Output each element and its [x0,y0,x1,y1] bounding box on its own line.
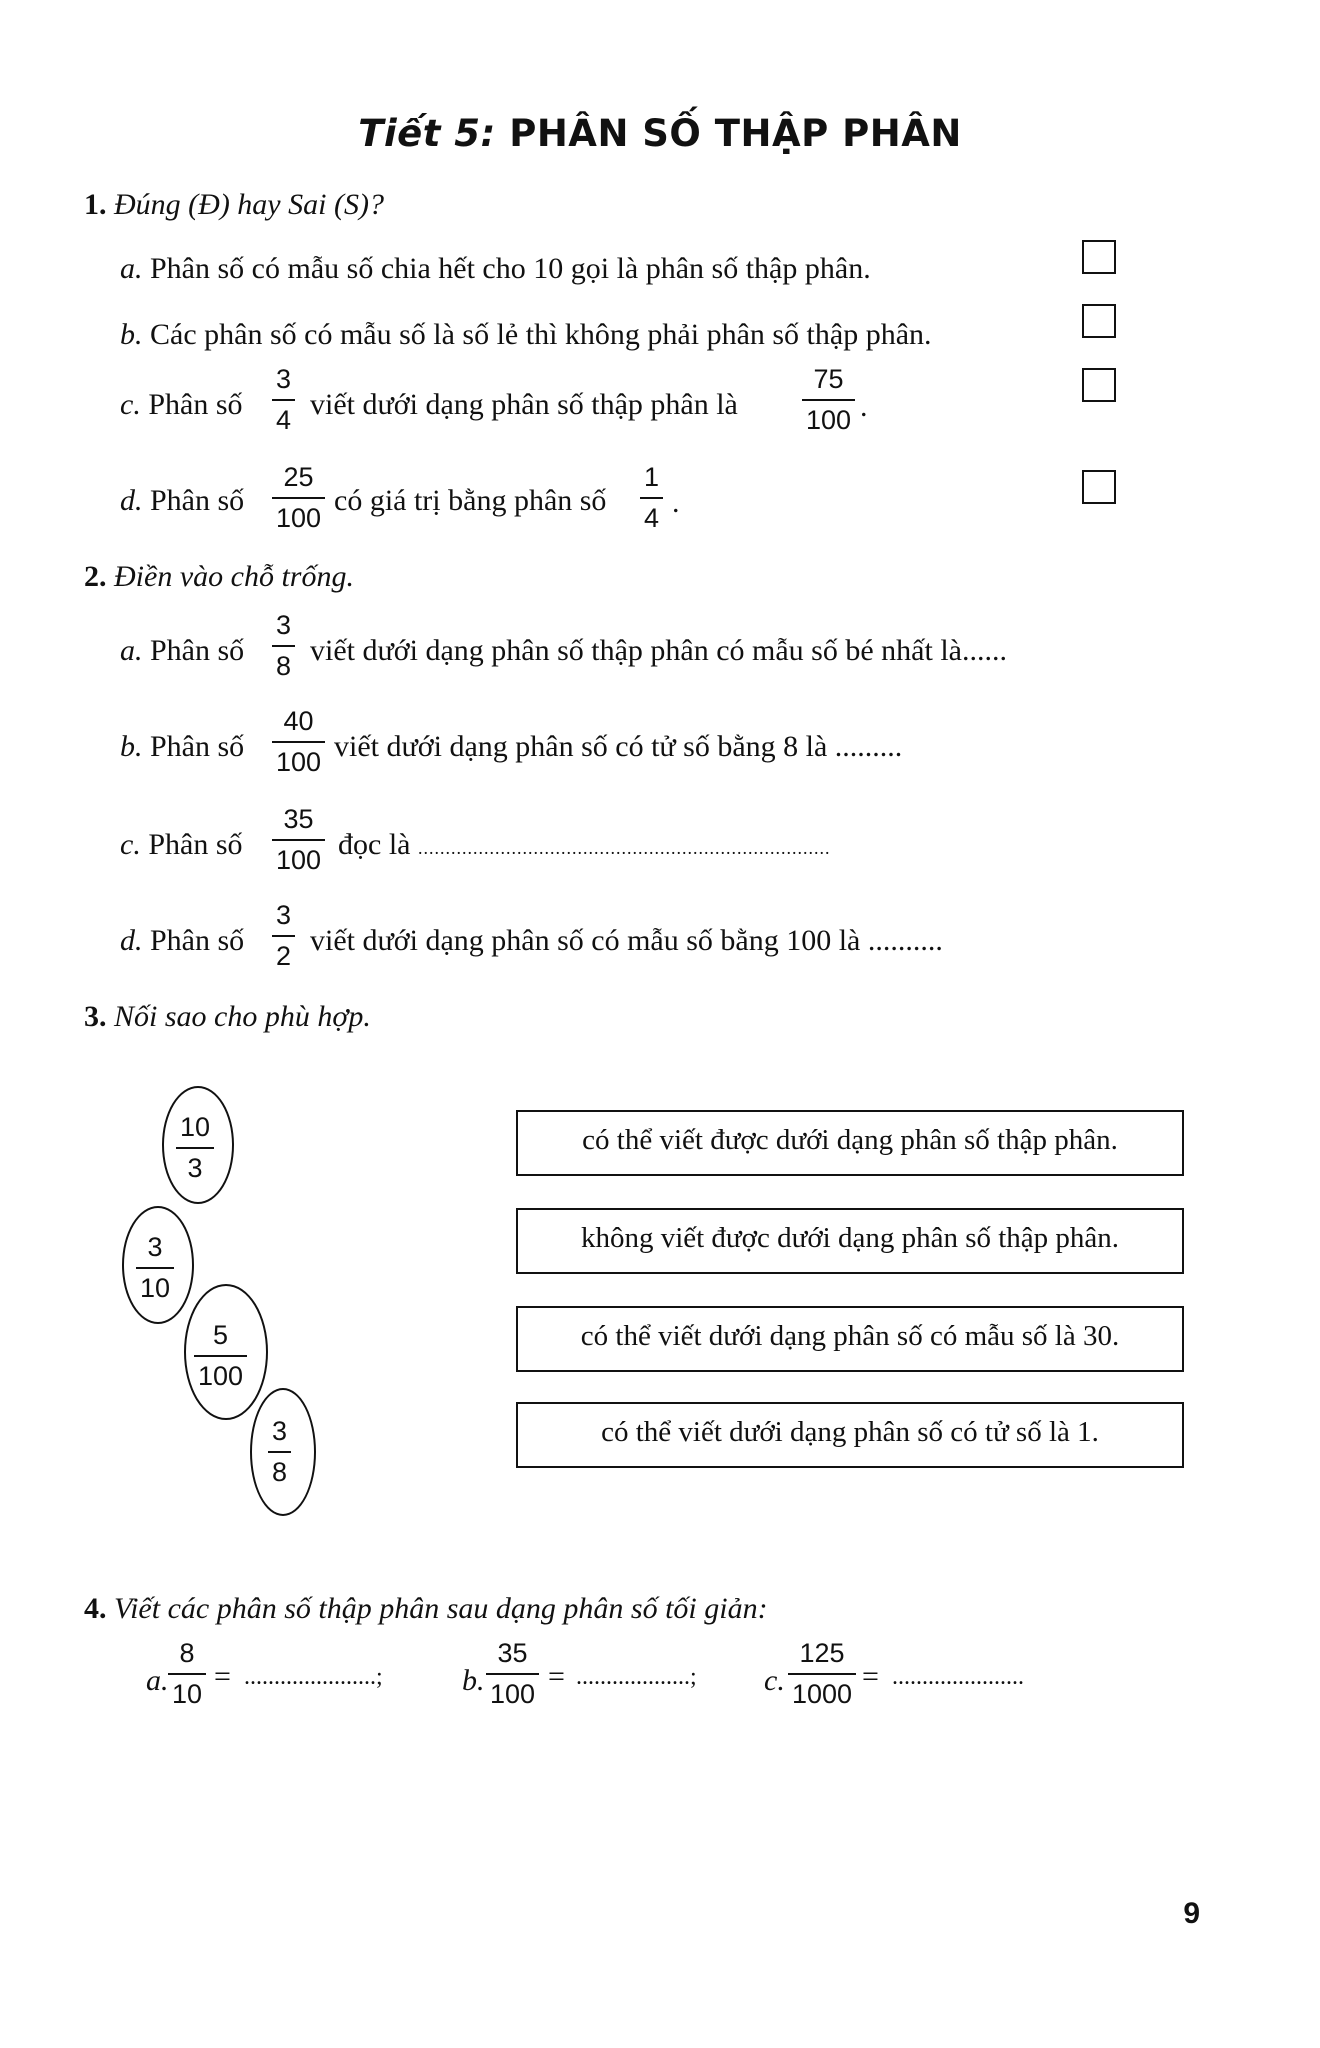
match-box-2[interactable]: không viết được dưới dạng phân số thập phân. [516,1208,1184,1274]
page-title: Tiết 5: PHÂN SỐ THẬP PHÂN [358,112,962,155]
fraction-35-100-b: 35 100 [486,1640,539,1708]
equals-sign: = [862,1660,879,1693]
fraction-25-100: 25 100 [272,464,325,532]
answer-box-b[interactable] [1082,304,1116,338]
ex2-item-b: b. Phân số [120,730,245,763]
fraction-8-10: 8 10 [168,1640,206,1708]
fraction-3-8: 3 8 [272,612,295,680]
match-box-1[interactable]: có thể viết được dưới dạng phân số thập phân. [516,1110,1184,1176]
answer-box-c[interactable] [1082,368,1116,402]
ex4-label-b: b. [462,1664,485,1697]
ex2-item-c-text[interactable]: đọc là ........................................................................... [338,828,831,861]
answer-blank-a[interactable]: ......................; [244,1664,383,1690]
fraction-3-10: 3 10 [136,1234,174,1302]
ex2-item-b-text[interactable]: viết dưới dạng phân số có tử số bằng 8 là ......... [334,730,903,763]
exercise-3-heading: 3. Nối sao cho phù hợp. [84,1000,371,1033]
page-number: 9 [1183,1897,1200,1930]
fraction-3-2: 3 2 [272,902,295,970]
ex4-label-c: c. [764,1664,785,1697]
answer-box-d[interactable] [1082,470,1116,504]
fraction-1-4: 1 4 [640,464,663,532]
period: . [672,486,680,519]
ex1-item-b: b. Các phân số có mẫu số là số lẻ thì không phải phân số thập phân. [120,318,932,351]
match-box-3[interactable]: có thể viết dưới dạng phân số có mẫu số là 30. [516,1306,1184,1372]
ex2-item-c: c. Phân số [120,828,243,861]
match-box-4[interactable]: có thể viết dưới dạng phân số có tử số là 1. [516,1402,1184,1468]
fraction-75-100: 75 100 [802,366,855,434]
ex1-item-c: c. Phân số [120,388,243,421]
exercise-1-heading: 1. Đúng (Đ) hay Sai (S)? [84,188,384,221]
fraction-125-1000: 125 1000 [788,1640,856,1708]
fraction-3-8-b: 3 8 [268,1418,291,1486]
fraction-40-100: 40 100 [272,708,325,776]
ex1-item-c-text: viết dưới dạng phân số thập phân là [310,388,738,421]
fraction-10-3: 10 3 [176,1114,214,1182]
ex4-label-a: a. [146,1664,169,1697]
ex2-item-a: a. Phân số [120,634,245,667]
period: . [860,390,868,423]
answer-box-a[interactable] [1082,240,1116,274]
exercise-2-heading: 2. Điền vào chỗ trống. [84,560,354,593]
ex2-item-a-text[interactable]: viết dưới dạng phân số thập phân có mẫu số bé nhất là...... [310,634,1007,667]
ex2-item-d-text[interactable]: viết dưới dạng phân số có mẫu số bằng 100 là .......... [310,924,943,957]
fraction-5-100: 5 100 [194,1322,247,1390]
answer-blank-c[interactable]: ...................... [892,1664,1024,1690]
fraction-35-100: 35 100 [272,806,325,874]
ex2-item-d: d. Phân số [120,924,245,957]
answer-blank-b[interactable]: ...................; [576,1664,697,1690]
ex1-item-d: d. Phân số [120,484,245,517]
fraction-3-4: 3 4 [272,366,295,434]
equals-sign: = [214,1660,231,1693]
ex1-item-a: a. Phân số có mẫu số chia hết cho 10 gọi là phân số thập phân. [120,252,871,285]
ex1-item-d-text: có giá trị bằng phân số [334,484,607,517]
equals-sign: = [548,1660,565,1693]
exercise-4-heading: 4. Viết các phân số thập phân sau dạng phân số tối giản: [84,1592,768,1625]
